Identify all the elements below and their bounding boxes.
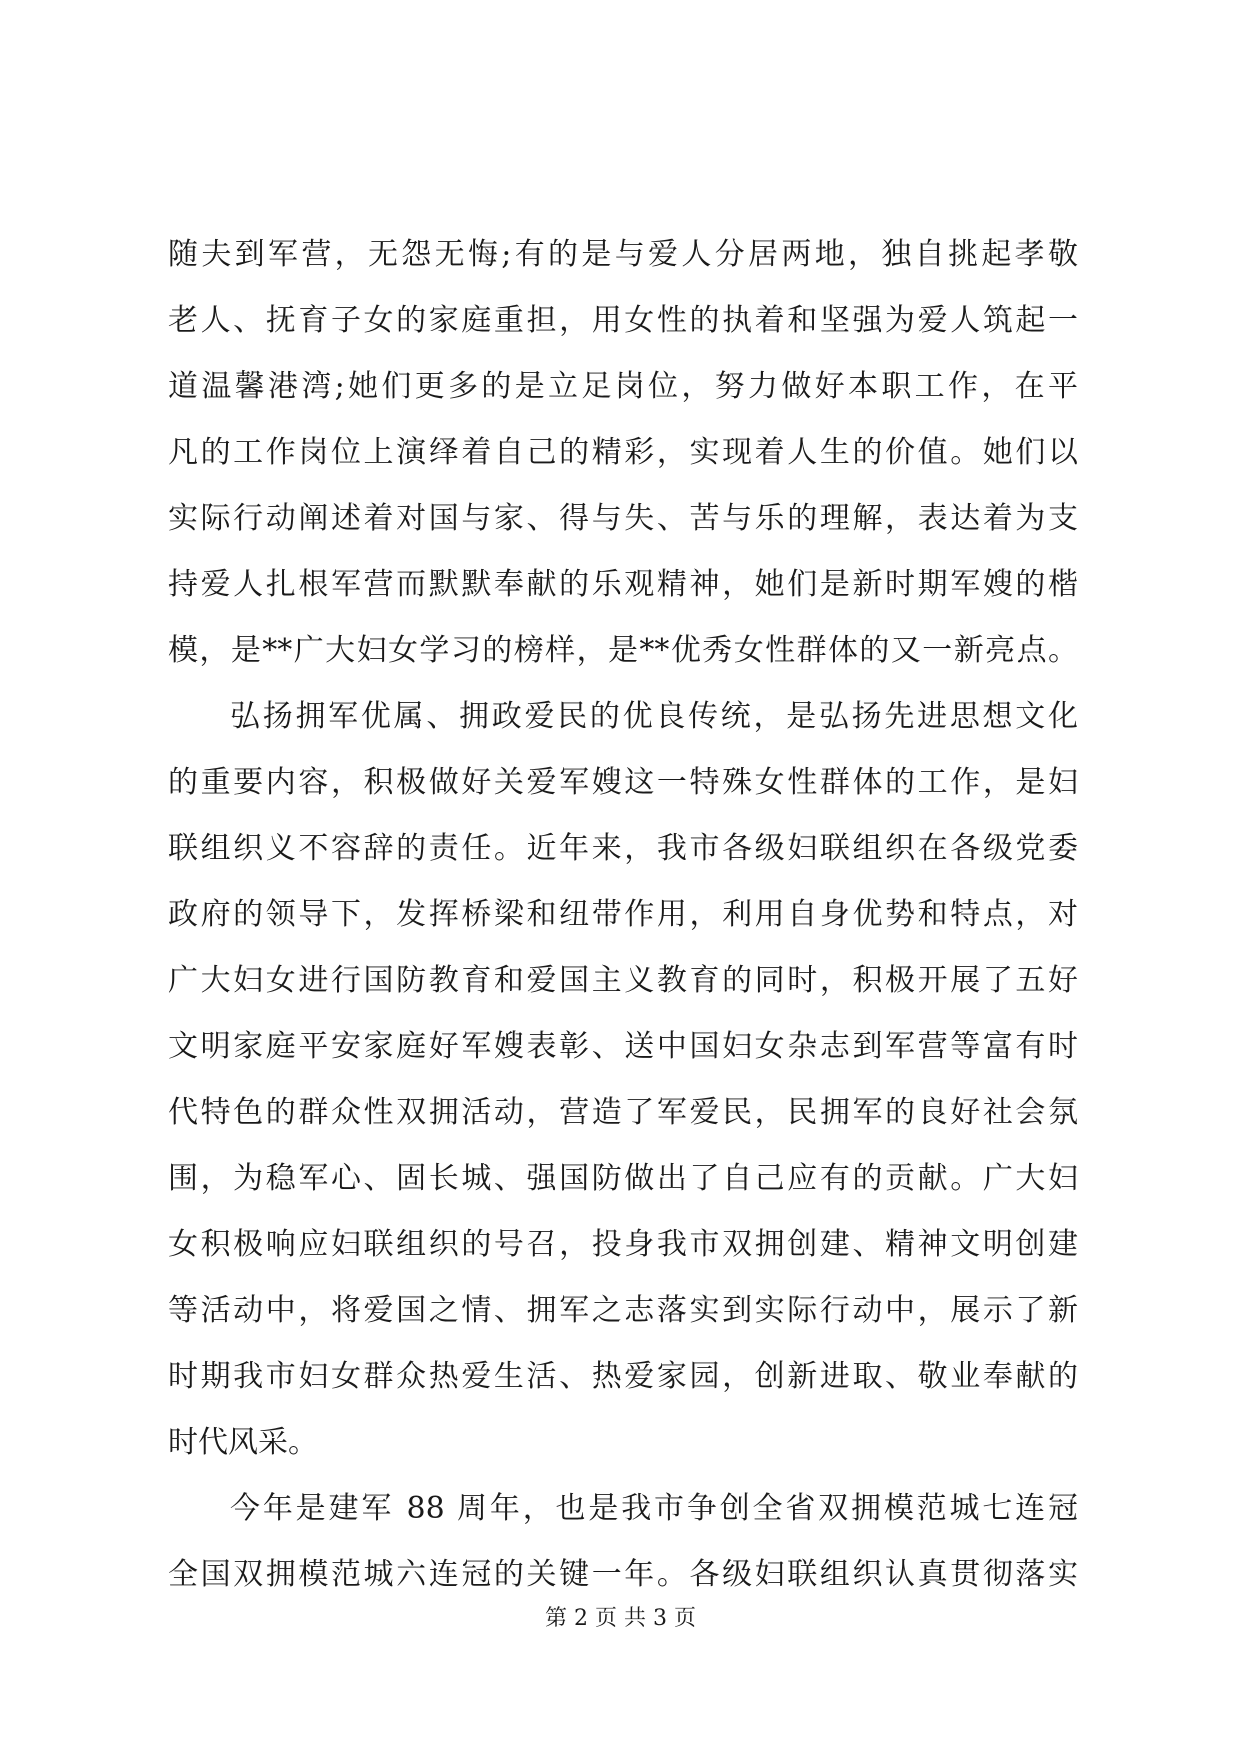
- text-line: 随夫到军营，无怨无悔;有的是与爱人分居两地，独自挑起孝敬: [168, 237, 1078, 272]
- text-line: 等活动中，将爱国之情、拥军之志落实到实际行动中，展示了新: [168, 1293, 1078, 1328]
- text-line: 时代风采。: [168, 1425, 318, 1460]
- text-line: 实际行动阐述着对国与家、得与失、苦与乐的理解，表达着为支: [168, 501, 1078, 536]
- paragraph-2: [168, 684, 1078, 1476]
- text-line: 政府的领导下，发挥桥梁和纽带作用，利用自身优势和特点，对: [168, 897, 1078, 932]
- text-line: 模，是**广大妇女学习的榜样，是**优秀女性群体的又一新亮点。: [168, 633, 1078, 668]
- text-line: 的重要内容，积极做好关爱军嫂这一特殊女性群体的工作，是妇: [168, 765, 1078, 800]
- text-line: 文明家庭平安家庭好军嫂表彰、送中国妇女杂志到军营等富有时: [168, 1029, 1078, 1064]
- text-line: 代特色的群众性双拥活动，营造了军爱民，民拥军的良好社会氛: [168, 1095, 1078, 1130]
- text-line: 广大妇女进行国防教育和爱国主义教育的同时，积极开展了五好: [168, 963, 1078, 998]
- text-line: 老人、抚育子女的家庭重担，用女性的执着和坚强为爱人筑起一: [168, 303, 1078, 338]
- text-line: 围，为稳军心、固长城、强国防做出了自己应有的贡献。广大妇: [168, 1161, 1078, 1196]
- text-line: 联组织义不容辞的责任。近年来，我市各级妇联组织在各级党委: [168, 831, 1078, 866]
- text-line: 道温馨港湾;她们更多的是立足岗位，努力做好本职工作，在平: [168, 369, 1078, 404]
- page-number-footer: 第 2 页 共 3 页: [545, 1606, 696, 1631]
- document-body: [168, 222, 1078, 1608]
- paragraph-3: [168, 1476, 1078, 1608]
- text-line: 时期我市妇女群众热爱生活、热爱家园，创新进取、敬业奉献的: [168, 1359, 1078, 1394]
- text-line: 弘扬拥军优属、拥政爱民的优良传统，是弘扬先进思想文化: [230, 699, 1078, 734]
- text-line: 全国双拥模范城六连冠的关键一年。各级妇联组织认真贯彻落实: [168, 1557, 1078, 1592]
- text-line: 持爱人扎根军营而默默奉献的乐观精神，她们是新时期军嫂的楷: [168, 567, 1078, 602]
- text-line: 今年是建军 88 周年，也是我市争创全省双拥模范城七连冠: [230, 1491, 1078, 1526]
- text-line: 凡的工作岗位上演绎着自己的精彩，实现着人生的价值。她们以: [168, 435, 1078, 470]
- paragraph-1: [168, 222, 1078, 684]
- text-line: 女积极响应妇联组织的号召，投身我市双拥创建、精神文明创建: [168, 1227, 1078, 1262]
